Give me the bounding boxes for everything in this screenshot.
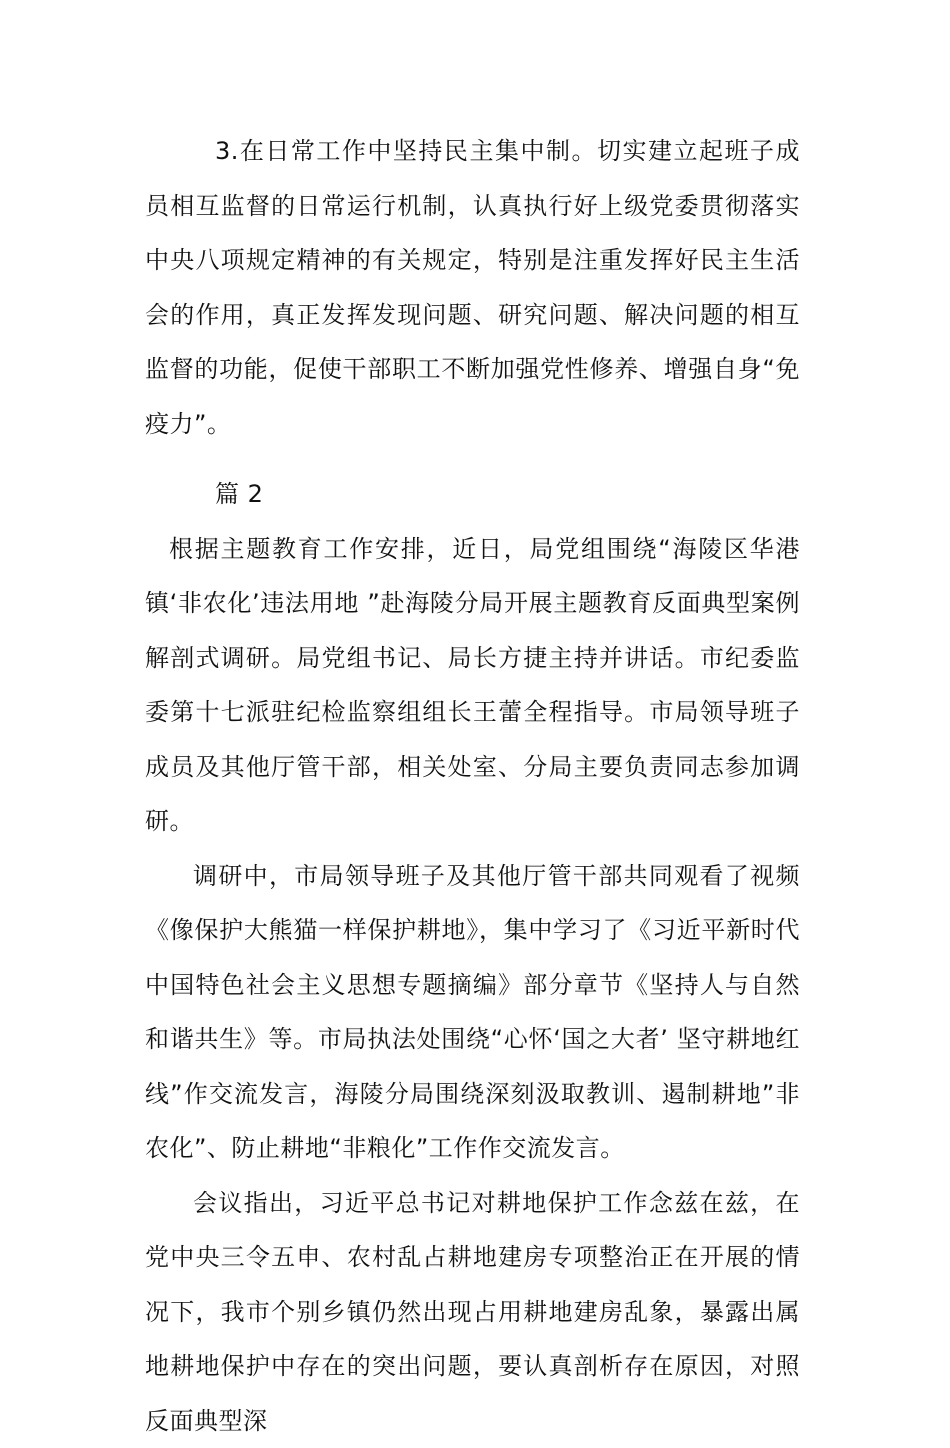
paragraph-investigation-study: 调研中，市局领导班子及其他厅管干部共同观看了视频《像保护大熊猫一样保护耕地》，集中学习了《习近平新时代中国特色社会主义思想专题摘编》部分章节《坚持人与自然和谐共生》等。市局执法处围绕“心怀‘国之大者’ 坚守耕地红线”作交流发言，海陵分局围绕深刻汲取教训、遏制耕地”非农化”、防止耕地“非粮化”工作作交流发言。 bbox=[145, 849, 800, 1176]
paragraph-meeting-notes: 会议指出，习近平总书记对耕地保护工作念兹在兹，在党中央三令五申、农村乱占耕地建房专项整治正在开展的情况下，我市个别乡镇仍然出现占用耕地建房乱象，暴露出属地耕地保护中存在的突出问题，要认真剖析存在原因，对照反面典型深 bbox=[145, 1176, 800, 1448]
paragraph-democratic-centralism: 3.在日常工作中坚持民主集中制。切实建立起班子成员相互监督的日常运行机制，认真执行好上级党委贯彻落实中央八项规定精神的有关规定，特别是注重发挥好民主生活会的作用，真正发挥发现问题、研究问题、解决问题的相互监督的功能，促使干部职工不断加强党性修养、增强自身“免疫力”。 bbox=[145, 124, 800, 451]
document-body bbox=[145, 124, 800, 1448]
section-title: 篇 2 bbox=[145, 467, 800, 522]
paragraph-investigation-intro: 根据主题教育工作安排，近日，局党组围绕“海陵区华港镇‘非农化’违法用地 ”赴海陵分局开展主题教育反面典型案例解剖式调研。局党组书记、局长方捷主持并讲话。市纪委监委第十七派驻纪检监察组组长王蕾全程指导。市局领导班子成员及其他厅管干部，相关处室、分局主要负责同志参加调研。 bbox=[145, 522, 800, 849]
